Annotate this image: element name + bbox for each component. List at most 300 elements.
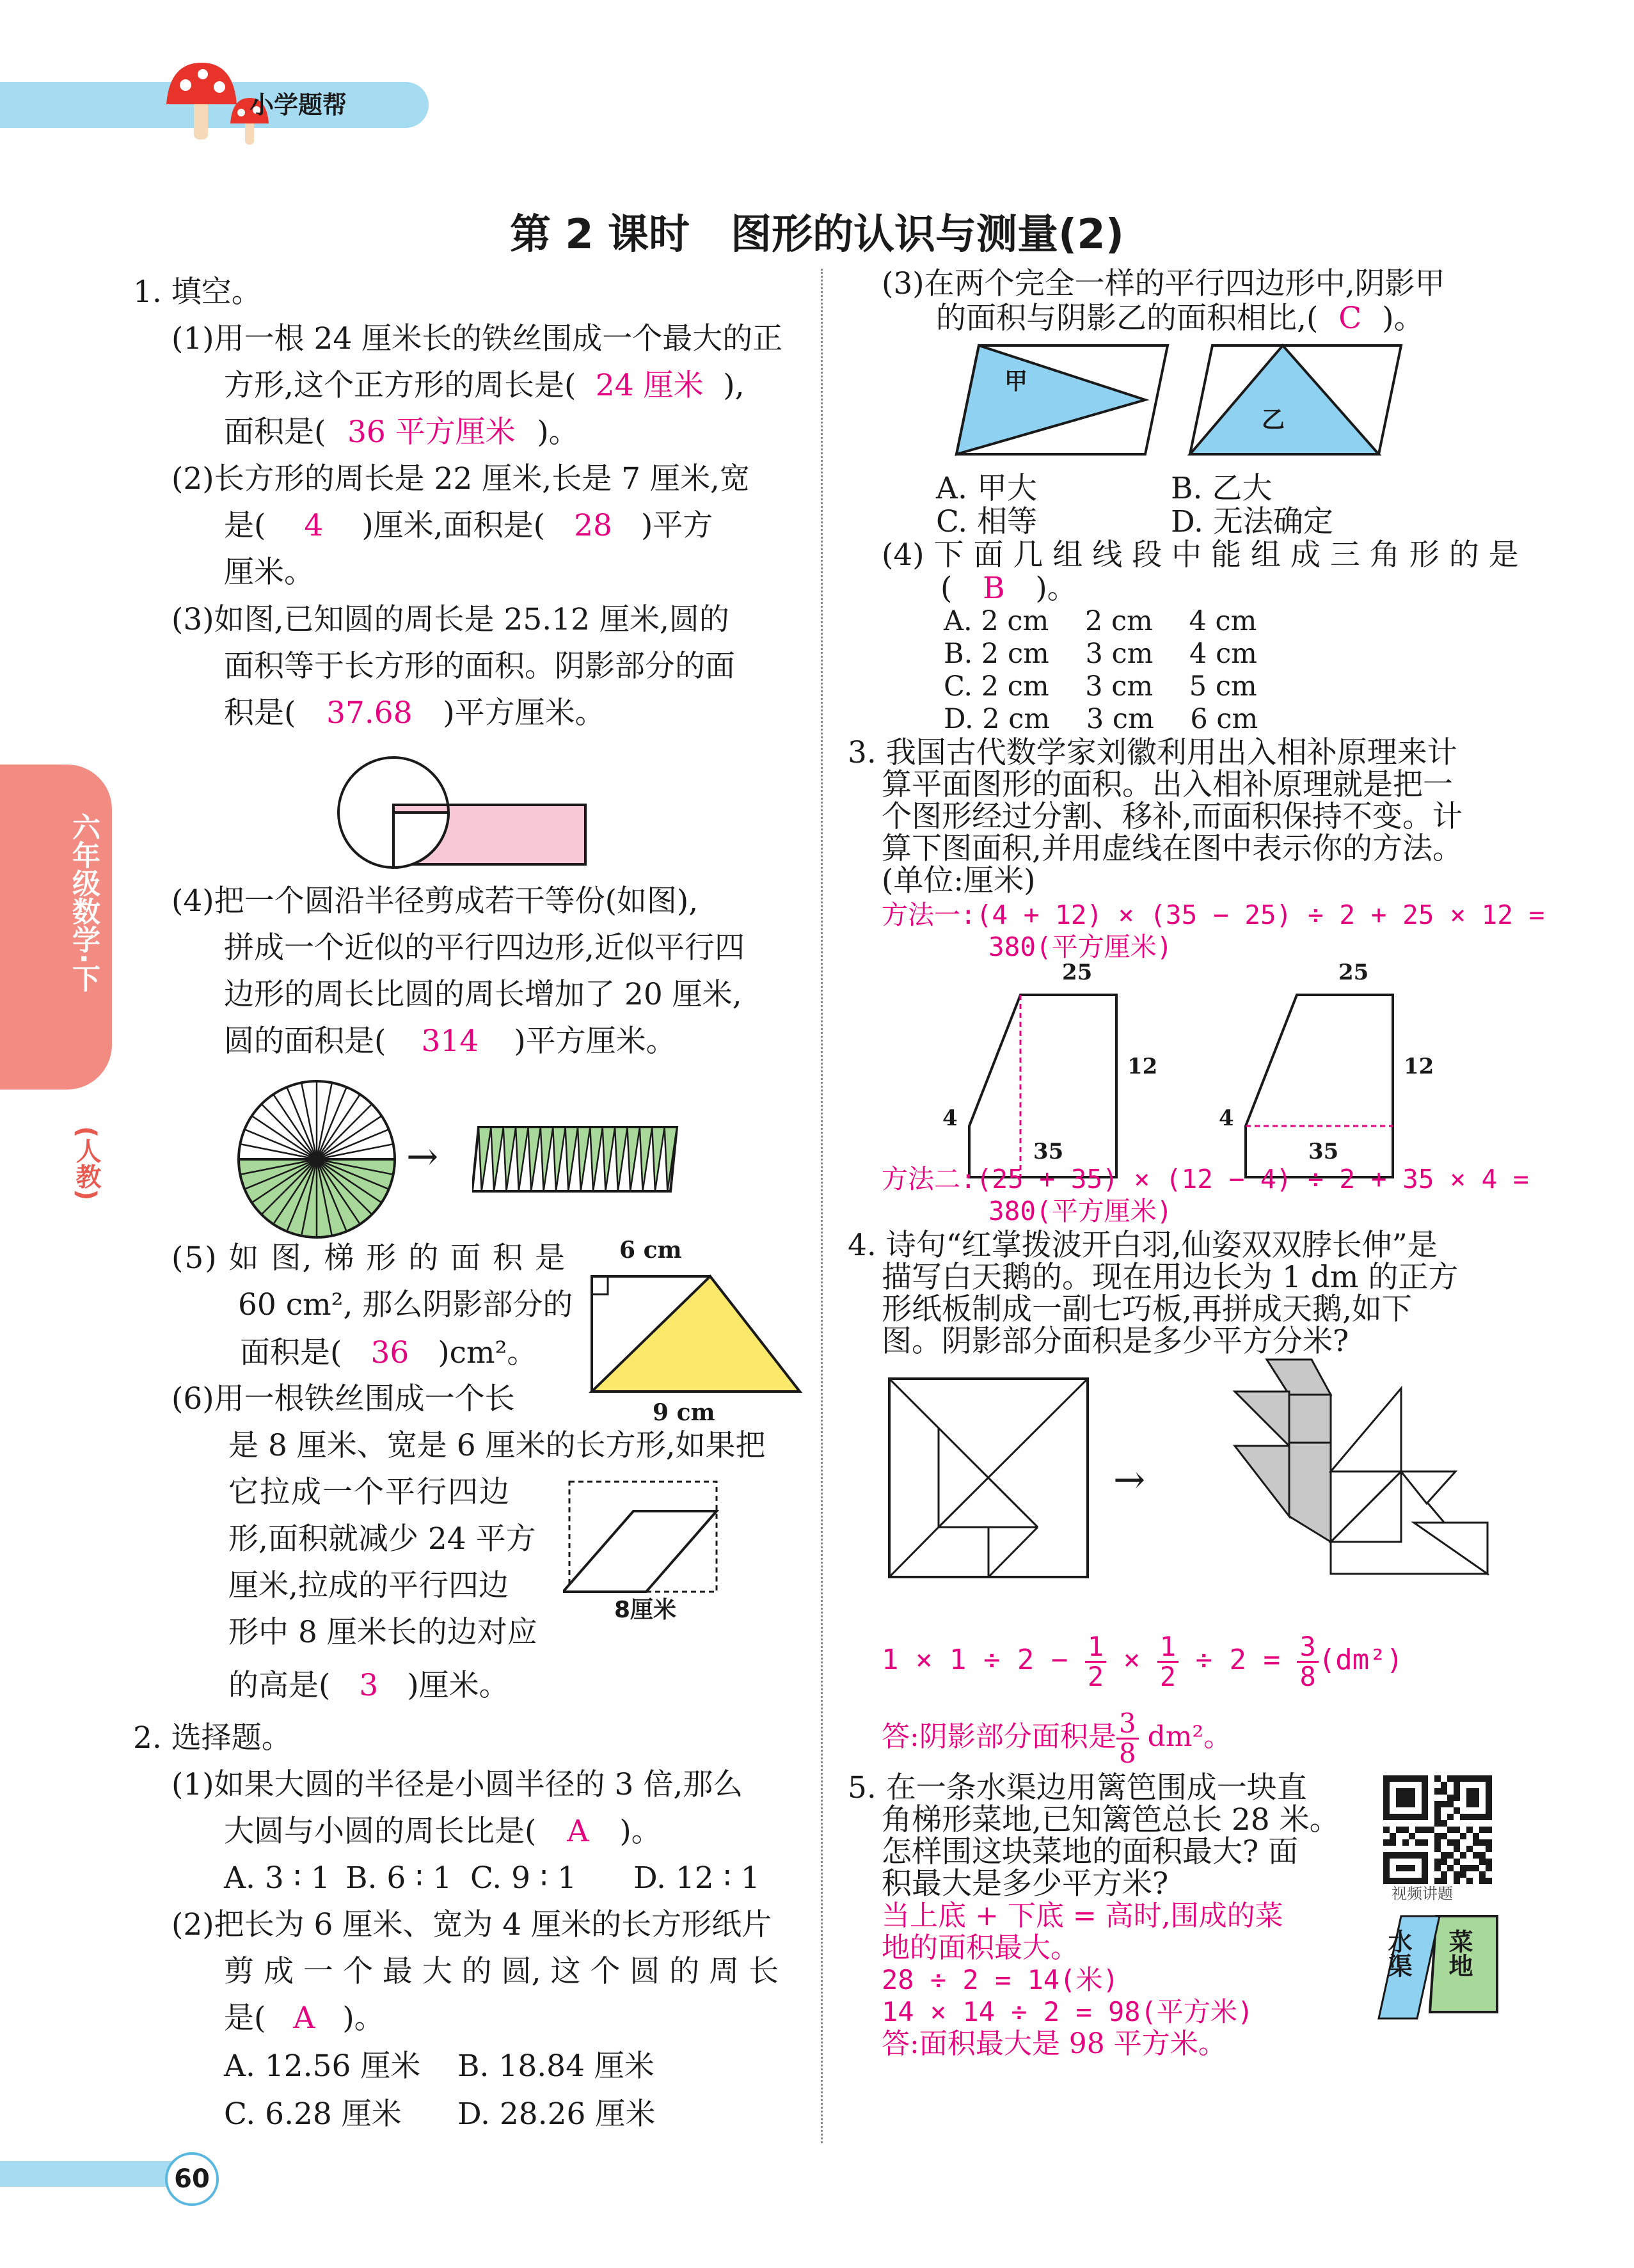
trapezoid-top-label: 6 cm [619,1237,682,1264]
qr-module [1409,1865,1415,1871]
qr-module [1460,1775,1466,1782]
q1-2-text-a: 是( [224,508,266,543]
qr-code[interactable] [1383,1775,1492,1884]
qr-module [1409,1878,1415,1884]
q4-calc-unit: (dm²) [1318,1644,1404,1676]
fig2-left-label: 4 [1219,1106,1234,1131]
q1-3-line3 [224,690,605,737]
q4-answer-text-a: 答:阴影部分面积是 [882,1720,1116,1753]
qr-module [1486,1814,1492,1820]
qr-module [1454,1788,1460,1795]
qr-module [1402,1878,1409,1884]
qr-module [1396,1827,1402,1833]
qr-module [1460,1833,1466,1839]
fig1-left-label: 4 [942,1106,958,1131]
q2-3-option-a: A. 甲大 [936,471,1037,506]
q2-3-line2 [936,302,1424,335]
q1-5-line1: (5) 如 图, 梯 形 的 面 积 是 [171,1241,567,1276]
qr-module [1434,1839,1441,1846]
q4-calc-text-a: 1 × 1 ÷ 2 − [882,1644,1068,1676]
q4-answer-text-b: dm²。 [1147,1720,1232,1753]
q5-line4: 积最大是多少平方米? [882,1866,1169,1901]
rectangle-to-parallelogram-figure [563,1478,723,1596]
qr-module [1454,1846,1460,1852]
qr-module [1383,1827,1390,1833]
qr-module [1409,1814,1415,1820]
qr-module [1434,1814,1441,1820]
qr-module [1396,1801,1402,1807]
qr-module [1486,1878,1492,1884]
qr-module [1402,1814,1409,1820]
q1-5-text-a: 面积是( [240,1335,342,1370]
qr-module [1434,1801,1441,1807]
q2-3-text-a: 的面积与阴影乙的面积相比,( [936,301,1319,336]
label-yi: 乙 [1262,407,1285,433]
q4-fraction-1 [1085,1630,1106,1692]
q2-4-line2 [940,572,1077,605]
qr-module [1486,1788,1492,1795]
q1-1-text-b: ), [723,368,745,403]
qr-module [1473,1852,1479,1859]
qr-module [1486,1859,1492,1865]
qr-module [1402,1827,1409,1833]
q2-2-line2: 剪 成 一 个 最 大 的 圆, 这 个 圆 的 周 长 [224,1954,779,1989]
qr-module [1383,1878,1390,1884]
q1-2-answer-area: 28 [574,508,612,543]
qr-module [1486,1801,1492,1807]
q2-4-option-d: D. 2 cm 3 cm 6 cm [944,703,1258,735]
qr-module [1441,1820,1447,1827]
qr-module [1479,1878,1486,1884]
qr-module [1447,1827,1454,1833]
page-number: 60 [165,2152,219,2206]
q2-1-line2 [224,1808,662,1855]
q2-1-line1: (1)如果大圆的半径是小圆半径的 3 倍,那么 [171,1767,743,1802]
q4-f1-num: 1 [1085,1633,1106,1663]
q2-1-text-a: 大圆与小圆的周长比是( [224,1814,537,1849]
q4-line3: 形纸板制成一副七巧板,再拼成天鹅,如下 [882,1292,1412,1327]
q4-fraction-2 [1157,1630,1178,1692]
q1-6-line2: 是 8 厘米、宽是 6 厘米的长方形,如果把 [228,1428,766,1463]
q2-3-option-b: B. 乙大 [1171,471,1273,506]
q1-2-answer-width: 4 [304,508,324,543]
q2-3-option-d: D. 无法确定 [1171,504,1333,539]
canal-label: 水渠 [1384,1929,1412,1978]
q2-1-answer: A [567,1814,589,1849]
qr-module [1441,1859,1447,1865]
circle-sectors-figure [235,1078,398,1241]
q3-line2: 算平面图形的面积。出入相补原理就是把一 [882,767,1453,802]
qr-module [1422,1788,1428,1795]
q5-answer-line3: 28 ÷ 2 = 14(米) [882,1964,1119,1995]
fig1-top-label: 25 [1062,960,1093,985]
qr-module [1409,1852,1415,1859]
parallelogram-label: 8厘米 [614,1597,677,1623]
q2-3-text-b: )。 [1382,301,1424,336]
qr-module [1434,1807,1441,1814]
qr-module [1486,1795,1492,1801]
q5-line2: 角梯形菜地,已知篱笆总长 28 米。 [882,1802,1340,1837]
q4-answer [882,1705,1232,1769]
q2-4-option-b: B. 2 cm 3 cm 4 cm [944,638,1257,670]
qr-module [1454,1807,1460,1814]
qr-module [1486,1846,1492,1852]
qr-module [1441,1782,1447,1788]
parallelogram-jia-figure [953,342,1171,457]
qr-module [1402,1852,1409,1859]
fig1-right-label: 12 [1127,1054,1158,1079]
q2-3-option-c: C. 相等 [936,504,1038,539]
qr-module [1479,1859,1486,1865]
qr-module [1454,1859,1460,1865]
q4-f3-num: 3 [1297,1633,1318,1663]
label-jia: 甲 [1004,369,1028,395]
qr-module [1396,1795,1402,1801]
q1-3-answer: 37.68 [326,695,413,731]
q4-f2-den: 2 [1159,1660,1176,1692]
q1-1-line1: (1)用一根 24 厘米长的铁丝围成一个最大的正 [171,321,783,356]
q1-1-line3 [224,409,579,456]
q4-line1: 4. 诗句“红掌拨波开白羽,仙姿双双脖长伸”是 [848,1228,1438,1263]
qr-module [1428,1827,1434,1833]
qr-module [1473,1833,1479,1839]
qr-module [1390,1852,1396,1859]
q2-2-option-b: B. 18.84 厘米 [457,2049,654,2084]
qr-module [1396,1814,1402,1820]
q1-3-line1: (3)如图,已知圆的周长是 25.12 厘米,圆的 [171,602,729,637]
qr-module [1441,1878,1447,1884]
q1-3-text-b: )平方厘米。 [443,695,605,731]
qr-module [1447,1839,1454,1846]
qr-module [1422,1801,1428,1807]
qr-module [1422,1775,1428,1782]
q1-6-answer: 3 [359,1668,379,1703]
qr-module [1396,1788,1402,1795]
fig2-top-label: 25 [1338,960,1369,985]
qr-module [1383,1814,1390,1820]
side-tab-grade: 六年级数学·下 [67,813,100,992]
approx-parallelogram-figure [472,1121,683,1198]
q1-4-answer: 314 [421,1024,479,1059]
q1-2-line1: (2)长方形的周长是 22 厘米,长是 7 厘米,宽 [171,461,750,496]
q2-4-text-a: ( [940,571,953,606]
q2-4-option-c: C. 2 cm 3 cm 5 cm [944,670,1257,702]
qr-module [1473,1801,1479,1807]
q1-1-answer-perimeter: 24 厘米 [595,368,704,403]
qr-module [1466,1814,1473,1820]
q2-4-answer: B [983,571,1005,606]
parallelogram-yi-figure [1187,342,1404,457]
q1-5-answer: 36 [370,1335,409,1370]
qr-module [1486,1827,1492,1833]
q3-method1-line2: 380(平方厘米) [988,932,1173,962]
qr-module [1383,1859,1390,1865]
qr-module [1473,1775,1479,1782]
q4-fraction-4 [1116,1709,1139,1768]
q3-method1-line1: 方法一:(4 + 12) × (35 − 25) ÷ 2 + 25 × 12 = [882,900,1545,930]
qr-module [1422,1865,1428,1871]
qr-module [1383,1839,1390,1846]
page-title: 第 2 课时 图形的认识与测量(2) [509,211,1125,258]
qr-module [1434,1775,1441,1782]
qr-module [1383,1782,1390,1788]
qr-module [1441,1871,1447,1878]
qr-module [1473,1814,1479,1820]
qr-module [1434,1859,1441,1865]
qr-module [1454,1878,1460,1884]
q1-5-line3 [240,1329,537,1377]
q1-6-line6: 形中 8 厘米长的边对应 [228,1615,537,1650]
qr-module [1415,1814,1422,1820]
q1-1-text-c: 面积是( [224,415,326,450]
q1-6-text-b: )厘米。 [407,1668,509,1703]
qr-module [1473,1865,1479,1871]
qr-module [1415,1852,1422,1859]
qr-module [1486,1865,1492,1871]
qr-module [1434,1878,1441,1884]
q4-f2-num: 1 [1157,1633,1178,1663]
qr-module [1383,1801,1390,1807]
q3-method2-line1: 方法二:(25 + 35) × (12 − 4) ÷ 2 + 35 × 4 = [882,1164,1529,1194]
q4-f1-den: 2 [1087,1660,1104,1692]
q1-4-text-b: )平方厘米。 [514,1024,676,1059]
qr-module [1422,1807,1428,1814]
q1-1-line2 [224,362,745,409]
qr-module [1422,1782,1428,1788]
qr-module [1415,1839,1422,1846]
qr-module [1454,1827,1460,1833]
q1-6-line4: 形,面积就减少 24 平方 [228,1521,536,1557]
qr-module [1447,1814,1454,1820]
q3-line1: 3. 我国古代数学家刘徽利用出入相补原理来计 [848,735,1457,770]
qr-module [1454,1839,1460,1846]
qr-module [1402,1839,1409,1846]
qr-module [1454,1775,1460,1782]
q1-6-text-a: 的高是( [228,1668,331,1703]
qr-module [1441,1833,1447,1839]
qr-module [1466,1795,1473,1801]
q1-1-answer-area: 36 平方厘米 [347,415,516,450]
q1-6-line5: 厘米,拉成的平行四边 [228,1568,509,1603]
qr-module [1422,1795,1428,1801]
fig2-bottom-label: 35 [1308,1139,1339,1164]
q2-1-option-d: D. 12 ∶ 1 [633,1860,760,1896]
q2-1-option-b: B. 6 ∶ 1 [345,1860,452,1896]
qr-module [1486,1782,1492,1788]
q2-4-option-a: A. 2 cm 2 cm 4 cm [944,605,1257,637]
qr-module [1415,1775,1422,1782]
qr-module [1422,1878,1428,1884]
q3-line4: 算下图面积,并用虚线在图中表示你的方法。 [882,831,1463,866]
qr-module [1434,1846,1441,1852]
q2-4-line1: (4) 下 面 几 组 线 段 中 能 组 成 三 角 形 的 是 [882,537,1519,573]
q5-answer-line2: 地的面积最大。 [882,1931,1079,1964]
qr-module [1447,1795,1454,1801]
qr-module [1447,1865,1454,1871]
qr-module [1415,1878,1422,1884]
field-label: 菜地 [1445,1929,1473,1978]
q5-line1: 5. 在一条水渠边用篱笆围成一块直 [848,1770,1307,1805]
qr-module [1460,1871,1466,1878]
qr-module [1466,1788,1473,1795]
qr-module [1454,1795,1460,1801]
qr-module [1441,1852,1447,1859]
qr-module [1473,1795,1479,1801]
q2-2-line1: (2)把长为 6 厘米、宽为 4 厘米的长方形纸片 [171,1907,772,1942]
qr-module [1486,1807,1492,1814]
q5-answer-line4: 14 × 14 ÷ 2 = 98(平方米) [882,1996,1254,2027]
qr-module [1434,1820,1441,1827]
q1-2-text-b: )厘米,面积是( [361,508,545,543]
q4-calc-times: × [1123,1644,1141,1676]
qr-module [1441,1801,1447,1807]
qr-module [1466,1801,1473,1807]
qr-module [1422,1814,1428,1820]
q4-f3-den: 8 [1299,1660,1316,1692]
q1-2-line3: 厘米。 [224,555,314,590]
trapezoid-bottom-label: 9 cm [653,1399,715,1426]
qr-module [1396,1852,1402,1859]
circle-rectangle-figure [326,752,595,873]
qr-module [1460,1852,1466,1859]
q4-f4-num: 3 [1116,1709,1139,1740]
qr-module [1466,1878,1473,1884]
qr-module [1441,1788,1447,1795]
sector-line [317,1104,372,1159]
qr-module [1396,1865,1402,1871]
q4-calculation [882,1628,1403,1692]
qr-module [1383,1852,1390,1859]
qr-module [1447,1775,1454,1782]
q3-method2-line2: 380(平方厘米) [988,1196,1173,1226]
qr-module [1473,1839,1479,1846]
qr-module [1422,1871,1428,1878]
tangram-swan-figure [1228,1356,1497,1587]
qr-module [1402,1801,1409,1807]
qr-module [1479,1827,1486,1833]
q1-label: 1. 填空。 [133,274,262,310]
qr-module [1383,1788,1390,1795]
q2-1-text-b: )。 [619,1814,662,1849]
qr-module [1415,1827,1422,1833]
qr-module [1479,1775,1486,1782]
qr-caption: 视频讲题 [1392,1885,1453,1903]
qr-module [1390,1839,1396,1846]
q2-1-option-a: A. 3 ∶ 1 [224,1860,330,1896]
q2-3-answer: C [1338,301,1362,336]
qr-module [1466,1775,1473,1782]
q4-calc-text-b: ÷ 2 = [1195,1644,1280,1676]
column-divider [821,269,823,2143]
q4-f4-den: 8 [1118,1738,1136,1769]
q1-2-line2 [224,502,713,550]
qr-module [1479,1814,1486,1820]
q1-3-text-a: 积是( [224,695,296,731]
qr-module [1447,1852,1454,1859]
qr-module [1390,1878,1396,1884]
qr-module [1422,1852,1428,1859]
qr-module [1447,1801,1454,1807]
q4-fraction-3 [1297,1630,1318,1692]
tangram-square-figure [886,1376,1091,1580]
q1-3-line2: 面积等于长方形的面积。阴影部分的面 [224,649,735,684]
qr-module [1383,1865,1390,1871]
trapezoid-figure [589,1270,809,1398]
q2-2-text-a: 是( [224,2001,266,2036]
q4-line4: 图。阴影部分面积是多少平方分米? [882,1324,1349,1359]
qr-module [1402,1865,1409,1871]
qr-module [1460,1814,1466,1820]
q1-6-line7 [228,1662,509,1709]
qr-module [1434,1788,1441,1795]
q2-2-text-b: )。 [342,2001,385,2036]
q1-4-line4 [224,1018,676,1065]
qr-module [1422,1859,1428,1865]
qr-module [1383,1795,1390,1801]
qr-module [1409,1833,1415,1839]
sector-line [262,1104,317,1159]
q1-4-text-a: 圆的面积是( [224,1024,386,1059]
brand-label: 小学题帮 [250,91,347,119]
q1-5-line2: 60 cm², 那么阴影部分的 [238,1287,573,1322]
q1-4-line3: 边形的周长比圆的周长增加了 20 厘米, [224,977,742,1012]
q5-answer-line1: 当上底 + 下底 = 高时,围成的菜 [882,1899,1283,1932]
qr-module [1486,1775,1492,1782]
q2-2-option-c: C. 6.28 厘米 [224,2097,402,2132]
q1-6-line1: (6)用一根铁丝围成一个长 [171,1381,515,1416]
qr-module [1479,1839,1486,1846]
qr-module [1466,1865,1473,1871]
q2-2-answer: A [293,2001,315,2036]
qr-module [1409,1801,1415,1807]
qr-module [1402,1788,1409,1795]
qr-module [1390,1775,1396,1782]
qr-module [1422,1839,1428,1846]
q2-2-line3 [224,1995,385,2042]
q1-5-text-b: )cm²。 [438,1335,537,1370]
q1-4-line1: (4)把一个圆沿半径剪成若干等份(如图), [171,884,699,919]
q1-4-arrow: → [406,1134,439,1179]
qr-module [1409,1788,1415,1795]
q2-4-text-b: )。 [1035,571,1077,606]
q2-2-option-d: D. 28.26 厘米 [457,2097,656,2132]
fig1-bottom-label: 35 [1033,1139,1064,1164]
qr-module [1434,1833,1441,1839]
qr-module [1402,1795,1409,1801]
qr-module [1390,1833,1396,1839]
qr-module [1434,1865,1441,1871]
qr-module [1454,1871,1460,1878]
q1-1-text-a: 方形,这个正方形的周长是( [224,368,576,403]
qr-module [1402,1775,1409,1782]
qr-module [1383,1807,1390,1814]
qr-module [1473,1788,1479,1795]
side-tab-edition: (人教) [72,1126,101,1201]
qr-module [1454,1782,1460,1788]
qr-module [1383,1871,1390,1878]
qr-module [1466,1846,1473,1852]
q2-1-option-c: C. 9 ∶ 1 [470,1860,577,1896]
qr-module [1390,1814,1396,1820]
q2-3-line1: (3)在两个完全一样的平行四边形中,阴影甲 [882,266,1445,301]
q2-label: 2. 选择题。 [133,1720,292,1756]
q4-line2: 描写白天鹅的。现在用边长为 1 dm 的正方 [882,1260,1459,1295]
qr-module [1409,1775,1415,1782]
fig2-right-label: 12 [1404,1054,1434,1079]
qr-module [1383,1775,1390,1782]
q5-answer-line5: 答:面积最大是 98 平方米。 [882,2027,1226,2060]
q4-arrow: → [1113,1457,1146,1502]
